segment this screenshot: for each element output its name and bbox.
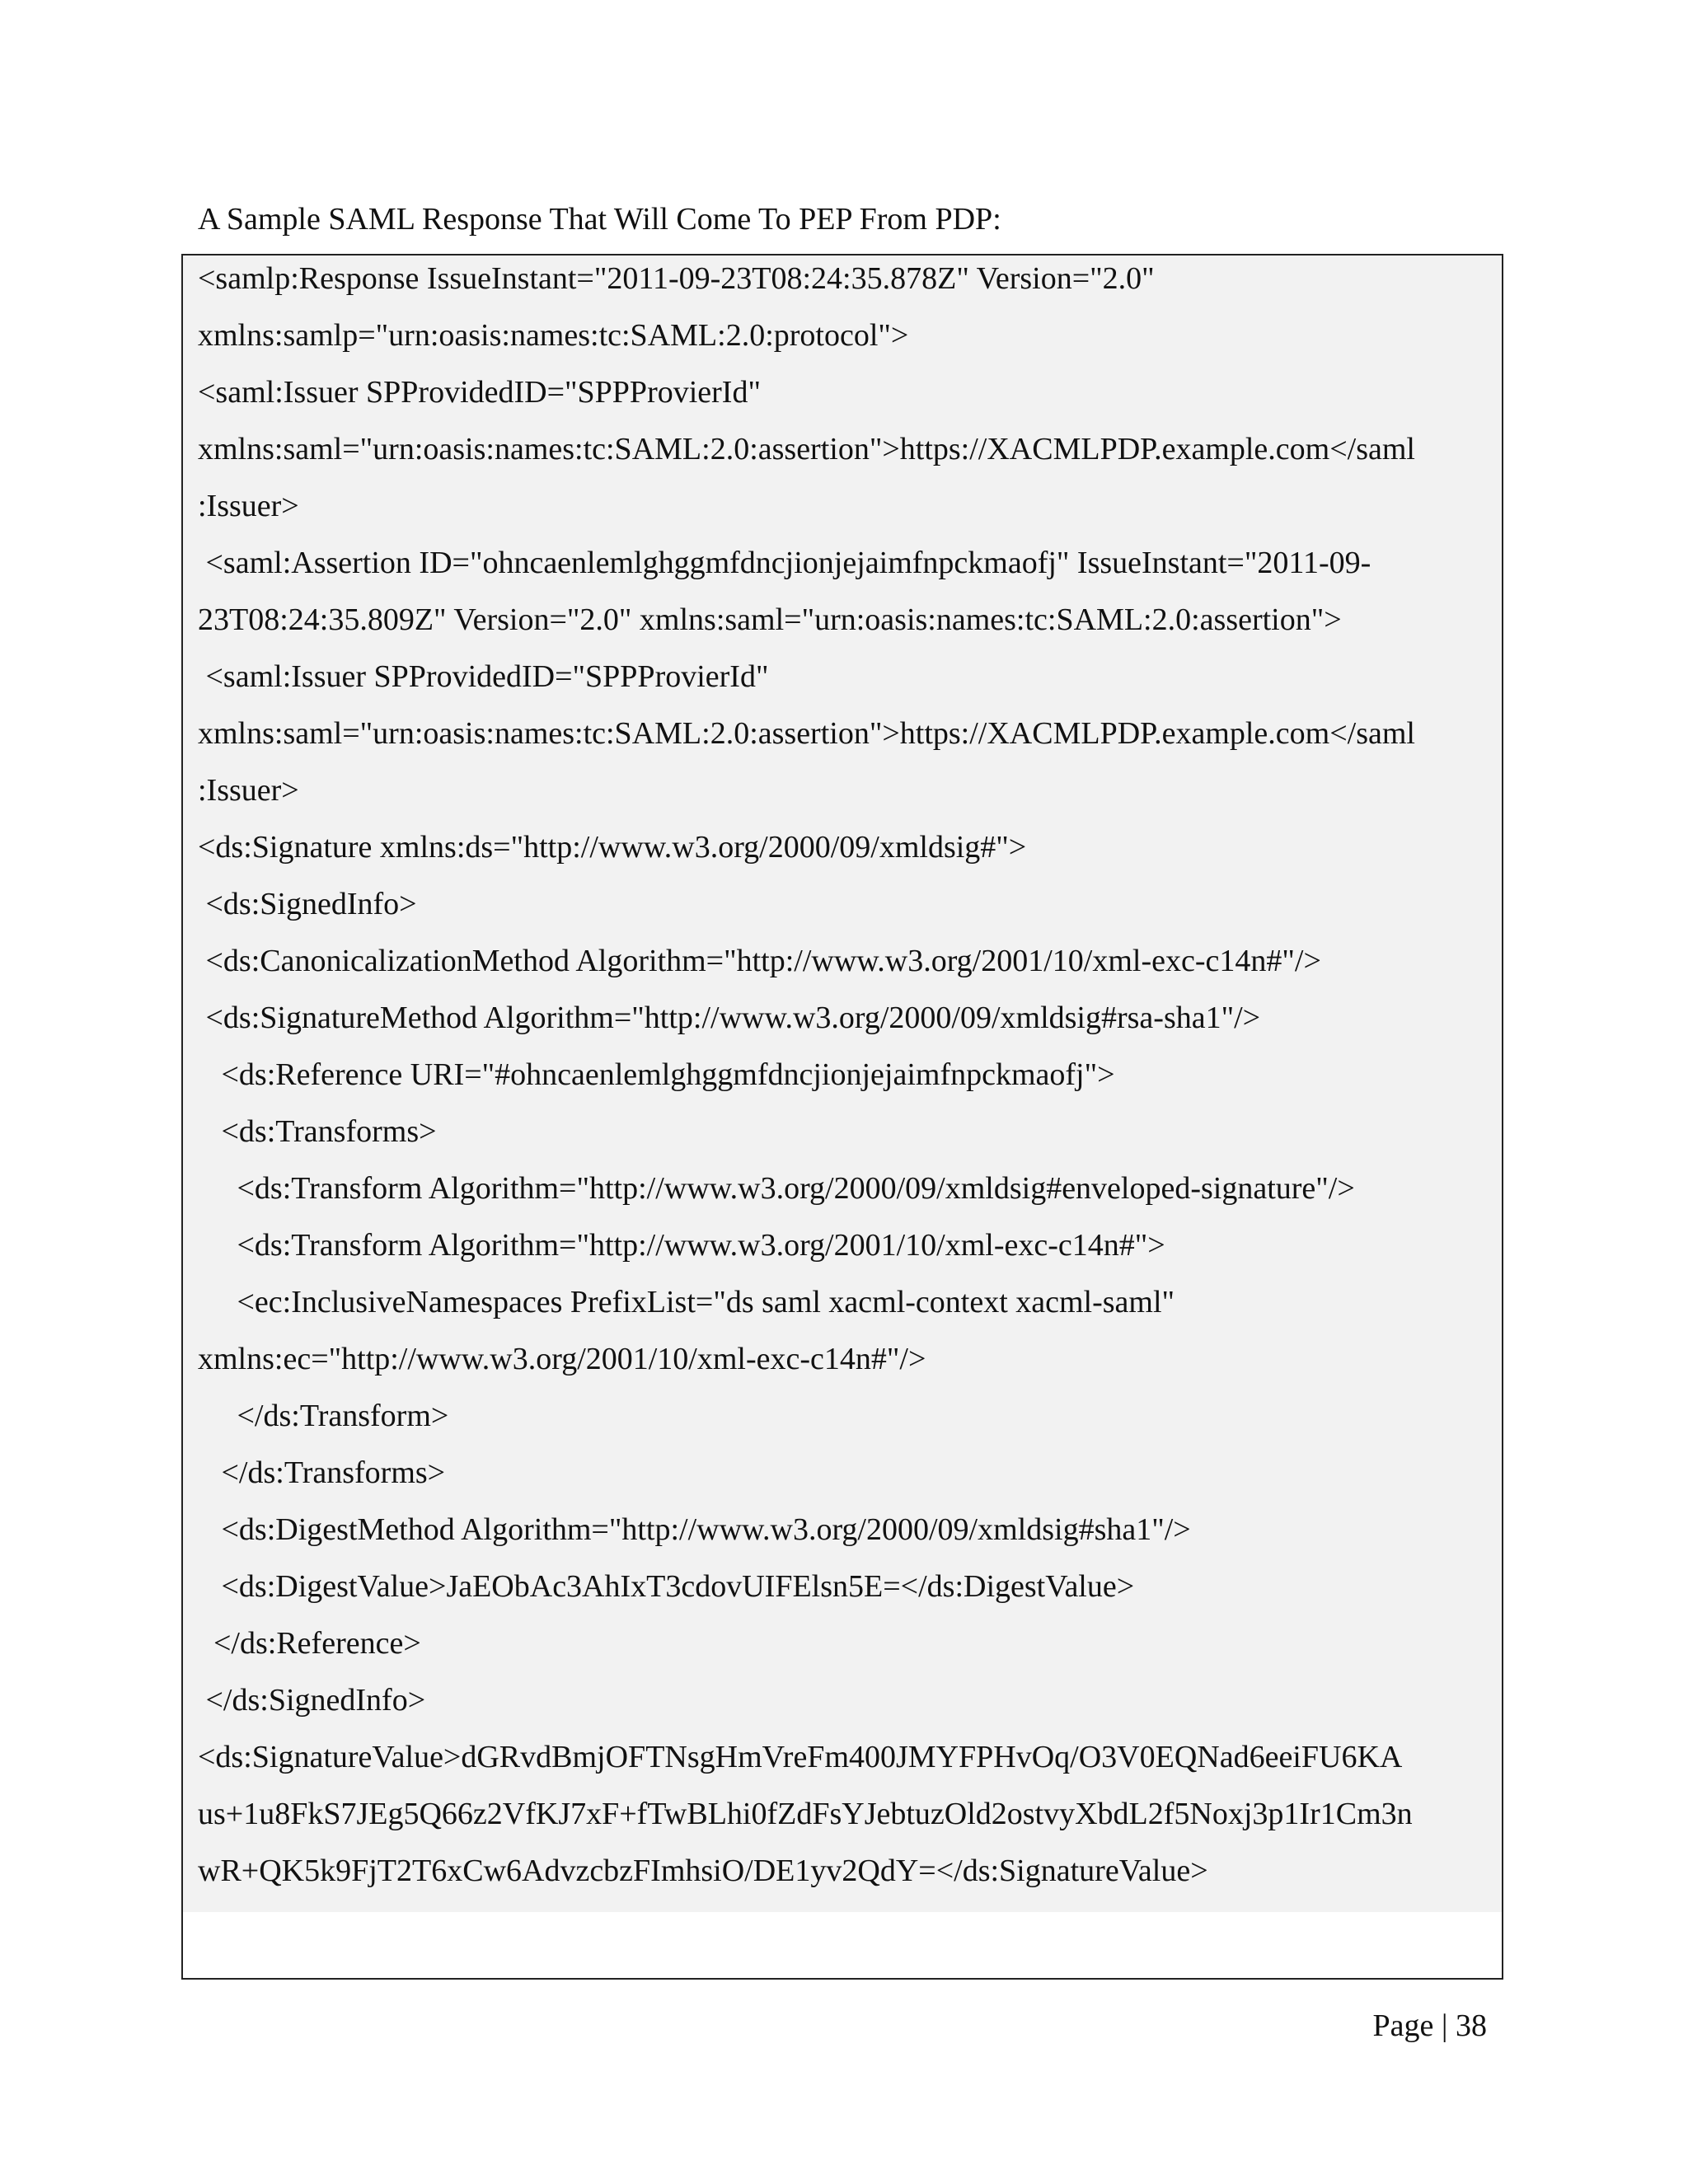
code-line: xmlns:ec="http://www.w3.org/2001/10/xml-exc-c14n#"/> <box>198 1343 926 1376</box>
code-line: <saml:Issuer SPProvidedID="SPPProvierId" <box>198 376 761 410</box>
code-line: <ds:DigestValue>JaEObAc3AhIxT3cdovUIFElsn5E=</ds:DigestValue> <box>198 1570 1135 1604</box>
code-line: xmlns:samlp="urn:oasis:names:tc:SAML:2.0:protocol"> <box>198 319 909 353</box>
code-line: </ds:Transform> <box>198 1399 449 1433</box>
code-line: <ds:SignedInfo> <box>198 888 417 921</box>
code-line: :Issuer> <box>198 774 299 808</box>
code-listing <box>198 262 1492 1911</box>
code-line: <ds:Transforms> <box>198 1115 437 1149</box>
code-line: us+1u8FkS7JEg5Q66z2VfKJ7xF+fTwBLhi0fZdFsYJebtuzOld2ostvyXbdL2f5Noxj3p1Ir1Cm3n <box>198 1797 1413 1831</box>
code-line: <saml:Assertion ID="ohncaenlemlghggmfdncjionjejaimfnpckmaofj" IssueInstant="2011-09- <box>198 546 1372 580</box>
code-line: <ds:DigestMethod Algorithm="http://www.w3.org/2000/09/xmldsig#sha1"/> <box>198 1513 1191 1547</box>
code-line: <ds:SignatureValue>dGRvdBmjOFTNsgHmVreFm400JMYFPHvOq/O3V0EQNad6eeiFU6KA <box>198 1741 1403 1774</box>
code-line: :Issuer> <box>198 490 299 523</box>
code-line: <ds:CanonicalizationMethod Algorithm="http://www.w3.org/2001/10/xml-exc-c14n#"/> <box>198 944 1321 978</box>
code-line: <ds:Signature xmlns:ds="http://www.w3.org/2000/09/xmldsig#"> <box>198 831 1027 865</box>
code-line: </ds:Reference> <box>198 1627 421 1661</box>
code-line: 23T08:24:35.809Z" Version="2.0" xmlns:saml="urn:oasis:names:tc:SAML:2.0:assertion"> <box>198 603 1342 637</box>
code-line: <ec:InclusiveNamespaces PrefixList="ds saml xacml-context xacml-saml" <box>198 1286 1175 1319</box>
page-number: Page | 38 <box>1372 2008 1487 2043</box>
code-line: xmlns:saml="urn:oasis:names:tc:SAML:2.0:assertion">https://XACMLPDP.example.com</saml <box>198 433 1415 466</box>
code-line: xmlns:saml="urn:oasis:names:tc:SAML:2.0:assertion">https://XACMLPDP.example.com</saml <box>198 717 1415 751</box>
code-line: <ds:Transform Algorithm="http://www.w3.org/2001/10/xml-exc-c14n#"> <box>198 1229 1165 1263</box>
section-caption: A Sample SAML Response That Will Come To PEP From PDP: <box>198 202 1001 237</box>
code-line: </ds:Transforms> <box>198 1456 446 1490</box>
code-line: <ds:Reference URI="#ohncaenlemlghggmfdncjionjejaimfnpckmaofj"> <box>198 1058 1115 1092</box>
code-line: <samlp:Response IssueInstant="2011-09-23T08:24:35.878Z" Version="2.0" <box>198 262 1155 296</box>
code-line: <ds:SignatureMethod Algorithm="http://www.w3.org/2000/09/xmldsig#rsa-sha1"/> <box>198 1001 1261 1035</box>
code-line: wR+QK5k9FjT2T6xCw6AdvzcbzFImhsiO/DE1yv2QdY=</ds:SignatureValue> <box>198 1854 1208 1888</box>
code-line: </ds:SignedInfo> <box>198 1684 426 1718</box>
code-line: <ds:Transform Algorithm="http://www.w3.org/2000/09/xmldsig#enveloped-signature"/> <box>198 1172 1355 1206</box>
code-line: <saml:Issuer SPProvidedID="SPPProvierId" <box>198 660 769 694</box>
